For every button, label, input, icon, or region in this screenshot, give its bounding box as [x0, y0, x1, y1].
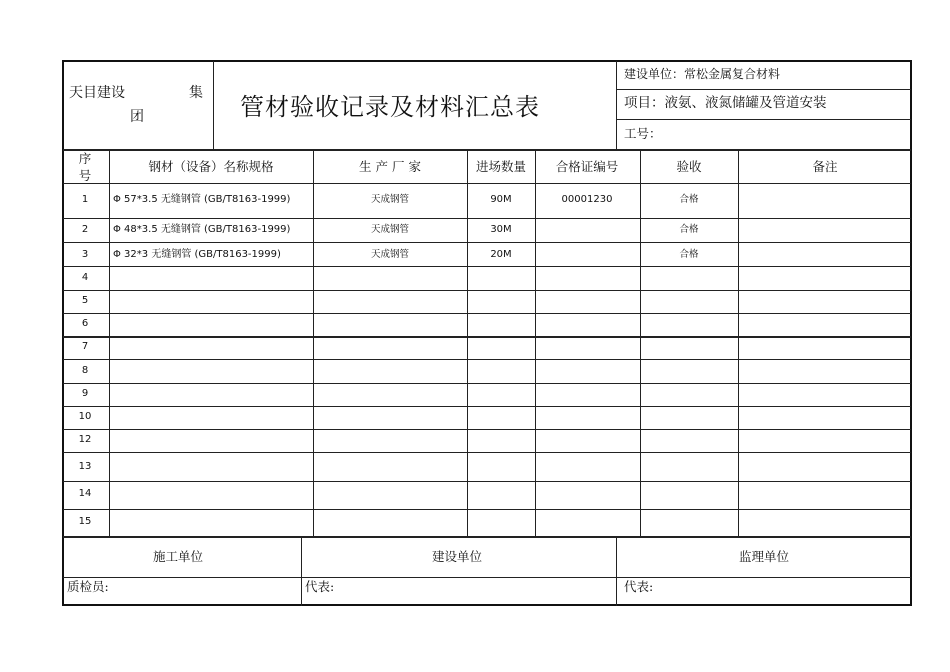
grid-row-line [63, 313, 911, 314]
row-3-accept: 合格 [679, 249, 699, 260]
row-1-qty: 90M [490, 194, 512, 205]
grid-row-line [63, 429, 911, 430]
grid-row-line [63, 149, 911, 151]
grid-col-line [616, 537, 617, 606]
row-13-no: 14 [78, 488, 92, 499]
header-manufacturer: 生 产 厂 家 [359, 159, 421, 174]
row-10-no: 10 [78, 411, 92, 422]
grid-row-line [63, 481, 911, 482]
row-3-no: 3 [81, 249, 89, 260]
grid-row-line [63, 218, 911, 219]
row-12-no: 13 [78, 461, 92, 472]
grid-row-line [63, 509, 911, 510]
row-3-spec: Φ 32*3 无缝钢管 (GB/T8163-1999) [113, 249, 281, 260]
builder-info: 建设单位：常松金属复合材料 [624, 67, 781, 81]
job-number: 工号： [624, 126, 662, 141]
row-1-cert: 00001230 [561, 194, 613, 205]
grid-row-line [63, 406, 911, 407]
row-1-no: 1 [81, 194, 89, 205]
row-3-maker: 天成钢管 [370, 249, 410, 260]
grid-row-line [63, 359, 911, 360]
row-1-maker: 天成钢管 [370, 194, 410, 205]
grid-row-line [63, 452, 911, 453]
grid-col-line [640, 150, 641, 536]
row-1-accept: 合格 [679, 194, 699, 205]
header-seq-2: 号 [78, 168, 92, 183]
header-divider-left [213, 61, 214, 150]
header-acceptance: 验收 [676, 159, 702, 174]
grid-row-line [63, 290, 911, 291]
info-divider-2 [616, 119, 911, 120]
row-6-no: 6 [81, 318, 89, 329]
header-cert-no: 合格证编号 [555, 159, 619, 174]
info-divider-1 [616, 89, 911, 90]
header-name-spec: 钢材（设备）名称规格 [148, 159, 274, 174]
row-2-no: 2 [81, 224, 89, 235]
footer-rep-builder: 代表: [305, 579, 335, 594]
footer-builder-unit: 建设单位 [431, 549, 483, 564]
grid-row-line [63, 242, 911, 243]
company-name: 天目建设 [69, 85, 125, 101]
grid-col-line [535, 150, 536, 536]
row-1-spec: Φ 57*3.5 无缝钢管 (GB/T8163-1999) [113, 194, 291, 205]
project-info: 项目：液氨、液氮储罐及管道安装 [624, 95, 827, 111]
form-frame [62, 60, 912, 606]
header-quantity: 进场数量 [475, 159, 527, 174]
row-5-no: 5 [81, 295, 89, 306]
grid-row-line [63, 383, 911, 384]
grid-col-line [313, 150, 314, 536]
page-title: 管材验收记录及材料汇总表 [240, 93, 540, 121]
row-2-spec: Φ 48*3.5 无缝钢管 (GB/T8163-1999) [113, 224, 291, 235]
footer-construction-unit: 施工单位 [152, 549, 204, 564]
grid-col-line [301, 537, 302, 606]
header-remarks: 备注 [812, 159, 838, 174]
footer-rep-supervision: 代表: [624, 579, 654, 594]
row-7-no: 7 [81, 341, 89, 352]
row-11-no: 12 [78, 434, 92, 445]
footer-supervision-unit: 监理单位 [738, 549, 790, 564]
row-3-qty: 20M [490, 249, 512, 260]
row-2-maker: 天成钢管 [370, 224, 410, 235]
grid-row-line [63, 266, 911, 267]
row-14-no: 15 [78, 516, 92, 527]
grid-col-line [738, 150, 739, 536]
header-seq-1: 序 [78, 151, 92, 166]
header-divider-right [616, 61, 617, 150]
row-4-no: 4 [81, 272, 89, 283]
row-8-no: 8 [81, 365, 89, 376]
row-9-no: 9 [81, 388, 89, 399]
row-2-qty: 30M [490, 224, 512, 235]
footer-inspector: 质检员: [67, 579, 109, 594]
grid-row-line [63, 577, 911, 578]
grid-row-line [63, 336, 911, 338]
row-2-accept: 合格 [679, 224, 699, 235]
grid-row-line [63, 183, 911, 184]
grid-col-line [467, 150, 468, 536]
company-name-line2: 团 [130, 109, 144, 125]
company-name-suffix: 集 [189, 85, 203, 101]
grid-col-line [109, 150, 110, 536]
grid-row-line [63, 536, 911, 538]
